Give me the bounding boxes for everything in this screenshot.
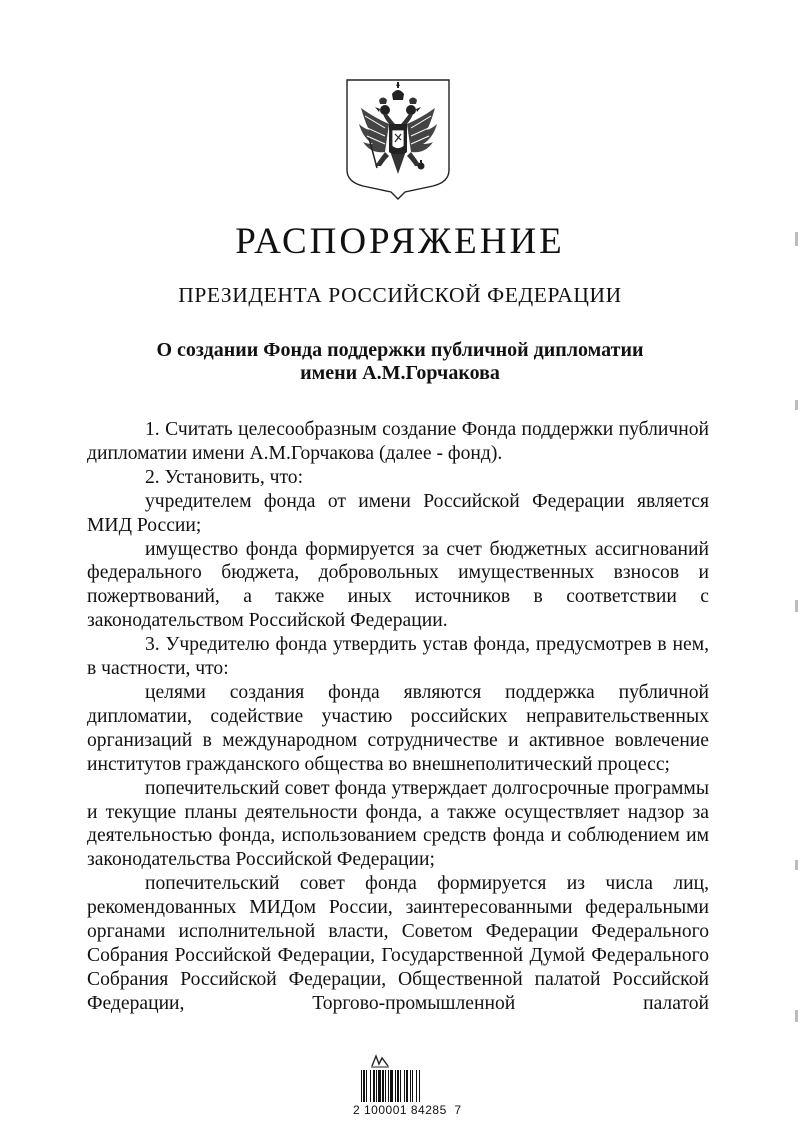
barcode: [353, 1054, 462, 1118]
paragraph-7: попечительский совет фонда утверждает долгосрочные программы и текущие планы деятельности фонда, а также осуществляет надзор за деятельностью фонда, использованием средств фонда и соблюдением им законодательства Российской Федерации;: [87, 777, 709, 871]
paragraph-3: учредителем фонда от имени Российской Федерации является МИД России;: [87, 490, 709, 536]
paragraph-2: 2. Установить, что:: [145, 466, 304, 488]
paragraph-1: 1. Считать целесообразным создание Фонда поддержки публичной дипломатии имени А.М.Горчакова (далее - фонд).: [87, 419, 709, 464]
heading-line-1: О создании Фонда поддержки публичной дипломатии: [156, 339, 644, 361]
scan-edge-mark: [795, 400, 798, 410]
barcode-number: 2 100001 84285 7: [353, 1103, 462, 1117]
scan-edge-mark: [795, 860, 798, 870]
stamp-mark-icon: [370, 1054, 390, 1068]
barcode-bars-icon: [361, 1070, 449, 1102]
paragraph-8: попечительский совет фонда формируется из числа лиц, рекомендованных МИДом России, заинтересованными федеральными органами исполнительной власти, Советом Федерации Федерального Собрания Российской Федерации, Государственной Думой Федерального Собрания Российской Федерации, Общественной палатой Российской Федерации, Торгово-промышленной палатой: [87, 873, 709, 1014]
scan-edge-mark: [795, 232, 798, 246]
state-emblem-icon: [345, 78, 451, 200]
document-subtitle: ПРЕЗИДЕНТА РОССИЙСКОЙ ФЕДЕРАЦИИ: [178, 283, 622, 307]
scan-edge-mark: [795, 1010, 798, 1022]
paragraph-4: имущество фонда формируется за счет бюджетных ассигнований федерального бюджета, добровольных имущественных взносов и пожертвований, а также иных источников в соответствии с законодательством Российской Федерации.: [87, 538, 709, 632]
heading-line-2: имени А.М.Горчакова: [300, 362, 500, 384]
paragraph-6: целями создания фонда являются поддержка публичной дипломатии, содействие участию российских неправительственных организаций в международном сотрудничестве и активное вовлечение институтов гражданского общества во внешнеполитический процесс;: [87, 681, 709, 775]
scan-edge-mark: [795, 600, 798, 612]
document-heading: [100, 339, 700, 385]
document-body: [87, 418, 709, 1016]
paragraph-5: 3. Учредителю фонда утвердить устав фонда, предусмотрев в нем, в частности, что:: [87, 634, 709, 680]
document-title: РАСПОРЯЖЕНИЕ: [235, 221, 565, 262]
